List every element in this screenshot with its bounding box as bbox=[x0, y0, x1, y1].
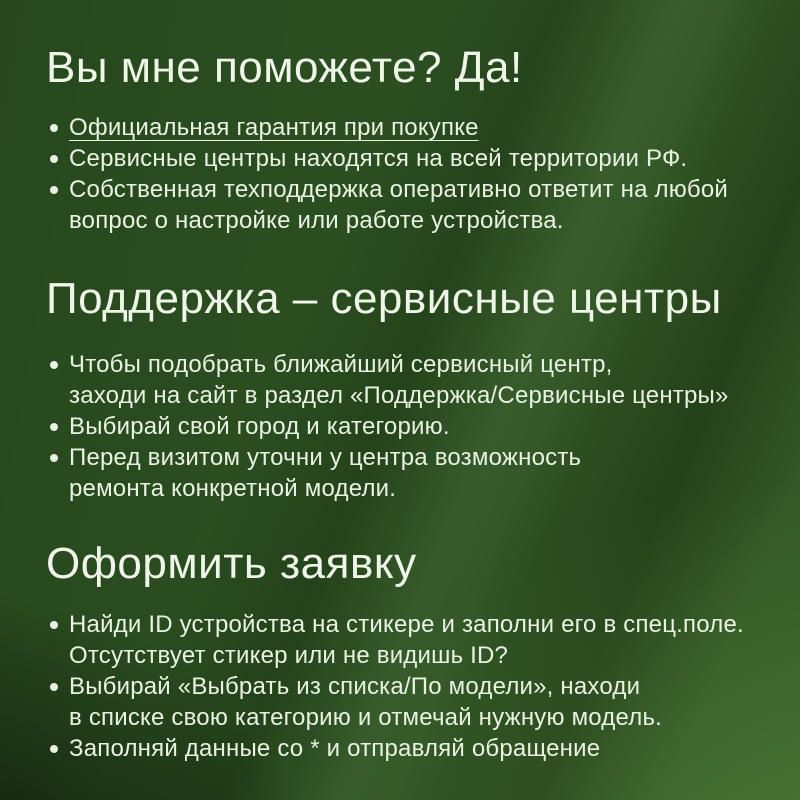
bullet-dot-icon bbox=[50, 186, 58, 194]
bullet-list-support-centers bbox=[46, 349, 764, 504]
bullet-dot-icon bbox=[50, 454, 58, 462]
bullet-line: Собственная техподдержка оперативно ответит на любой bbox=[69, 176, 729, 203]
bullet-dot-icon bbox=[50, 621, 58, 629]
bullet-item bbox=[46, 349, 764, 411]
bullet-line: Чтобы подобрать ближайший сервисный центр, bbox=[69, 351, 613, 378]
bullet-dot-icon bbox=[50, 124, 58, 132]
bullet-dot-icon bbox=[50, 745, 58, 753]
bullet-item bbox=[46, 143, 764, 174]
bullet-line: Найди ID устройства на стикере и заполни его в спец.поле. bbox=[69, 611, 744, 638]
bullet-dot-icon bbox=[50, 155, 58, 163]
bullet-list-submit-request bbox=[46, 609, 764, 764]
bullet-item bbox=[46, 442, 764, 504]
bullet-dot-icon bbox=[50, 683, 58, 691]
bullet-item bbox=[46, 609, 764, 671]
bullet-line: Официальная гарантия при покупке bbox=[69, 114, 479, 141]
bullet-line: вопрос о настройке или работе устройства. bbox=[69, 207, 564, 234]
section-title-support-centers: Поддержка – сервисные центры bbox=[46, 274, 722, 323]
bullet-item bbox=[46, 174, 764, 236]
bullet-item bbox=[46, 112, 764, 143]
bullet-line: Отсутствует стикер или не видишь ID? bbox=[69, 642, 509, 669]
bullet-line: заходи на сайт в раздел «Поддержка/Сервисные центры» bbox=[69, 382, 729, 409]
bullet-dot-icon bbox=[50, 361, 58, 369]
section-title-submit-request: Оформить заявку bbox=[46, 539, 417, 588]
bullet-line: Выбирай «Выбрать из списка/По модели», находи bbox=[69, 673, 641, 700]
bullet-line: Сервисные центры находятся на всей территории РФ. bbox=[69, 145, 688, 172]
bullet-line: Выбирай свой город и категорию. bbox=[69, 413, 450, 440]
bullet-line: Заполняй данные со * и отправляй обращение bbox=[69, 735, 601, 762]
bullet-line: Перед визитом уточни у центра возможность bbox=[69, 444, 582, 471]
bullet-line: в списке свою категорию и отмечай нужную модель. bbox=[69, 704, 663, 731]
bullet-item bbox=[46, 671, 764, 733]
bullet-item bbox=[46, 411, 764, 442]
bullet-dot-icon bbox=[50, 423, 58, 431]
section-title-help: Вы мне поможете? Да! bbox=[46, 43, 523, 92]
bullet-line: ремонта конкретной модели. bbox=[69, 475, 397, 502]
bullet-list-help bbox=[46, 112, 764, 236]
bullet-item bbox=[46, 733, 764, 764]
